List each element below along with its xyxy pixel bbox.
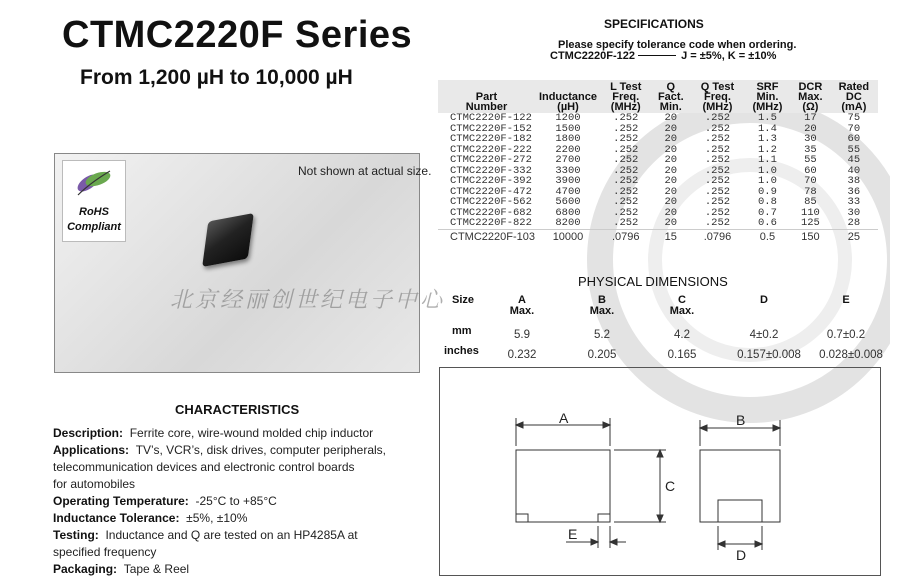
cell-rated-dc: 60 — [847, 133, 861, 145]
dim-b-arrow-right — [773, 425, 780, 431]
dim-e-mm: 0.7±0.2 — [826, 329, 866, 341]
col-srf: SRF Min. (MHz) — [744, 80, 791, 113]
spec-row — [438, 218, 878, 229]
cell-inductance: 6800 — [555, 206, 581, 219]
cell-rated-dc: 40 — [847, 164, 861, 177]
cell-q-test-freq: .0796 — [691, 229, 744, 242]
applications-value-2: telecommunication devices and electronic control boards — [53, 460, 355, 474]
size-label: Size — [452, 294, 475, 306]
dim-c-mm: 4.2 — [674, 329, 690, 341]
cell-part-number: CTMC2220F-152 — [450, 122, 532, 135]
dim-c-label: C — [665, 478, 676, 494]
description-value: Ferrite core, wire-wound molded chip inductor — [129, 426, 374, 440]
cell-rated-dc: 45 — [847, 154, 861, 166]
cell-srf: 1.4 — [758, 122, 777, 135]
cell-l-test-freq: .252 — [613, 164, 639, 177]
dim-d-arrow-right — [755, 541, 762, 547]
spec-row — [438, 155, 878, 166]
page-subtitle: From 1,200 µH to 10,000 µH — [80, 66, 353, 89]
cell-dcr: 60 — [804, 164, 817, 177]
dim-e-label: E — [568, 526, 578, 542]
specifications-table — [438, 80, 878, 242]
cell-dcr: 110 — [800, 206, 820, 219]
cell-dcr: 17 — [804, 112, 817, 124]
cell-l-test-freq: .252 — [613, 217, 639, 229]
col-part-number: Part Number — [438, 80, 535, 113]
cell-srf: 0.6 — [758, 217, 777, 229]
dimension-drawing — [439, 367, 881, 576]
cell-rated-dc: 33 — [847, 196, 861, 208]
cell-q-factor: 20 — [664, 154, 678, 166]
applications-value: TV’s, VCR’s, disk drives, computer peripherals, — [135, 443, 386, 457]
cell-rated-dc: 55 — [847, 143, 861, 156]
physical-dimensions-heading: PHYSICAL DIMENSIONS — [578, 274, 728, 289]
cell-dcr: 35 — [804, 143, 817, 156]
cell-part-number: CTMC2220F-682 — [450, 206, 532, 219]
cell-q-factor: 20 — [664, 175, 678, 187]
cell-srf: 1.5 — [758, 112, 777, 124]
col-q-test-freq: Q Test Freq. (MHz) — [691, 80, 744, 113]
cell-q-factor: 20 — [664, 185, 678, 198]
cell-rated-dc: 70 — [847, 122, 861, 135]
cell-dcr: 78 — [804, 185, 817, 198]
packaging-value: Tape & Reel — [123, 562, 190, 576]
cell-q-factor: 20 — [664, 196, 678, 208]
cell-l-test-freq: .252 — [613, 185, 639, 198]
dim-a-header: A Max. — [509, 294, 535, 317]
dim-b-arrow-left — [700, 425, 707, 431]
testing-value-2: specified frequency — [53, 545, 157, 559]
characteristics-heading: CHARACTERISTICS — [175, 402, 300, 417]
cell-part-number: CTMC2220F-392 — [450, 175, 532, 187]
cell-q-factor: 20 — [664, 133, 678, 145]
cell-part-number: CTMC2220F-103 — [438, 229, 535, 242]
cell-l-test-freq: .252 — [613, 133, 639, 145]
cell-dcr: 125 — [800, 217, 820, 229]
cell-part-number: CTMC2220F-182 — [450, 133, 532, 145]
cell-inductance: 1200 — [555, 112, 581, 124]
col-l-test-freq: L Test Freq. (MHz) — [601, 80, 651, 113]
cell-q-factor: 20 — [664, 143, 678, 156]
cell-q-test-freq: .252 — [704, 143, 731, 156]
temperature-value: -25°C to +85°C — [195, 494, 277, 508]
cell-dcr: 20 — [804, 122, 817, 135]
applications-label: Applications: — [53, 443, 130, 457]
cell-l-test-freq: .252 — [613, 196, 639, 208]
cell-rated-dc: 75 — [847, 112, 861, 124]
cell-part-number: CTMC2220F-822 — [450, 217, 532, 229]
end-view-terminal — [718, 500, 762, 522]
cell-inductance: 1800 — [555, 133, 581, 145]
col-dcr: DCR Max. (Ω) — [791, 80, 830, 113]
spec-row — [438, 197, 878, 208]
cell-l-test-freq: .252 — [613, 143, 639, 156]
cell-inductance: 3900 — [555, 175, 581, 187]
cell-q-test-freq: .252 — [704, 185, 731, 198]
tolerance-note: Please specify tolerance code when ordering. — [558, 39, 797, 51]
description-label: Description: — [53, 426, 124, 440]
dim-a-label: A — [559, 410, 569, 426]
dim-b-mm: 5.2 — [594, 329, 610, 341]
dimension-drawing-svg — [440, 368, 880, 575]
spec-row — [438, 113, 878, 124]
cell-srf: 1.1 — [758, 154, 777, 166]
cell-rated-dc: 28 — [847, 217, 861, 229]
cell-q-test-freq: .252 — [704, 175, 731, 187]
cell-srf: 1.0 — [758, 164, 777, 177]
spec-row — [438, 176, 878, 187]
cell-l-test-freq: .252 — [613, 154, 639, 166]
testing-value: Inductance and Q are tested on an HP4285A at — [105, 528, 358, 542]
col-q-factor: Q Fact. Min. — [651, 80, 692, 113]
side-view-terminal-right — [598, 514, 610, 522]
cell-dcr: 30 — [804, 133, 817, 145]
tolerance-value: ±5%, ±10% — [186, 511, 248, 525]
cell-l-test-freq: .252 — [613, 122, 639, 135]
cell-srf: 0.5 — [744, 229, 791, 242]
cell-part-number: CTMC2220F-272 — [450, 154, 532, 166]
dim-e-inches: 0.028±0.008 — [819, 349, 883, 361]
applications-value-3: for automobiles — [53, 477, 136, 491]
cell-q-factor: 20 — [664, 206, 678, 219]
side-view-body — [516, 450, 610, 522]
cell-rated-dc: 25 — [830, 229, 878, 242]
cell-srf: 0.8 — [758, 196, 777, 208]
spec-row — [438, 229, 878, 242]
dim-c-arrow-bottom — [657, 515, 663, 522]
cell-srf: 1.2 — [758, 143, 777, 156]
specifications-heading: SPECIFICATIONS — [604, 17, 704, 31]
cell-inductance: 4700 — [555, 185, 581, 198]
cell-q-test-freq: .252 — [704, 133, 731, 145]
dim-c-inches: 0.165 — [667, 349, 697, 361]
cell-inductance: 2700 — [555, 154, 581, 166]
dim-d-mm: 4±0.2 — [749, 329, 779, 341]
cell-dcr: 70 — [804, 175, 817, 187]
cell-srf: 0.7 — [758, 206, 777, 219]
dim-d-inches: 0.157±0.008 — [737, 349, 801, 361]
cell-q-test-freq: .252 — [704, 122, 731, 135]
cell-l-test-freq: .252 — [613, 112, 639, 124]
cell-l-test-freq: .0796 — [601, 229, 651, 242]
page-title: CTMC2220F Series — [62, 14, 413, 56]
cell-part-number: CTMC2220F-222 — [450, 143, 532, 156]
photo-note: Not shown at actual size. — [298, 164, 432, 178]
dim-a-arrow-left — [516, 422, 523, 428]
leaf-icon — [72, 161, 116, 201]
dim-b-header: B Max. — [589, 294, 615, 317]
cell-l-test-freq: .252 — [613, 175, 639, 187]
cell-q-test-freq: .252 — [704, 196, 731, 208]
cell-q-test-freq: .252 — [704, 217, 731, 229]
cell-l-test-freq: .252 — [613, 206, 639, 219]
unit-inches: inches — [444, 345, 479, 357]
dim-b-label: B — [736, 412, 746, 428]
col-inductance: Inductance (µH) — [535, 80, 601, 113]
tolerance-code-values: J = ±5%, K = ±10% — [681, 50, 777, 62]
cell-q-factor: 20 — [664, 217, 678, 229]
spec-row — [438, 134, 878, 145]
characteristics-text — [53, 425, 433, 578]
dim-c-header: C Max. — [669, 294, 695, 317]
dim-b-inches: 0.205 — [587, 349, 617, 361]
dim-e-header: E — [842, 294, 850, 306]
tolerance-part: CTMC2220F-122 — [550, 50, 635, 62]
col-rated-dc: Rated DC (mA) — [830, 80, 878, 113]
tolerance-label: Inductance Tolerance: — [53, 511, 180, 525]
cell-q-test-freq: .252 — [704, 164, 731, 177]
cell-q-test-freq: .252 — [704, 154, 731, 166]
cell-q-factor: 20 — [664, 112, 678, 124]
unit-mm: mm — [452, 325, 472, 337]
end-view-body — [700, 450, 780, 522]
cell-q-factor: 15 — [651, 229, 692, 242]
rohs-line2: Compliant — [67, 221, 121, 233]
cell-part-number: CTMC2220F-562 — [450, 196, 532, 208]
watermark-text: 北京经丽创世纪电子中心 — [170, 288, 446, 313]
cell-q-factor: 20 — [664, 122, 678, 135]
cell-inductance: 2200 — [555, 143, 581, 156]
cell-part-number: CTMC2220F-122 — [450, 112, 532, 124]
cell-inductance: 3300 — [555, 164, 581, 177]
cell-rated-dc: 36 — [847, 185, 861, 198]
packaging-label: Packaging: — [53, 562, 118, 576]
cell-rated-dc: 38 — [847, 175, 861, 187]
dim-e-arrow-left — [591, 539, 598, 545]
dim-a-mm: 5.9 — [514, 329, 530, 341]
cell-inductance: 8200 — [555, 217, 581, 229]
cell-dcr: 55 — [804, 154, 817, 166]
tolerance-underline — [638, 55, 676, 56]
cell-q-test-freq: .252 — [704, 112, 731, 124]
rohs-line1: RoHS — [79, 206, 109, 218]
cell-q-test-freq: .252 — [704, 206, 731, 219]
dim-a-inches: 0.232 — [507, 349, 537, 361]
testing-label: Testing: — [53, 528, 99, 542]
cell-q-factor: 20 — [664, 164, 678, 177]
cell-srf: 1.3 — [758, 133, 777, 145]
cell-inductance: 1500 — [555, 122, 581, 135]
cell-srf: 1.0 — [758, 175, 777, 187]
cell-dcr: 85 — [804, 196, 817, 208]
cell-srf: 0.9 — [758, 185, 777, 198]
dim-a-arrow-right — [603, 422, 610, 428]
temperature-label: Operating Temperature: — [53, 494, 189, 508]
tolerance-codes — [550, 50, 776, 62]
cell-inductance: 10000 — [535, 229, 601, 242]
dim-d-label: D — [736, 547, 747, 563]
dim-d-header: D — [760, 294, 768, 306]
side-view-terminal-left — [516, 514, 528, 522]
rohs-badge — [62, 160, 126, 242]
dim-e-arrow-right — [610, 539, 617, 545]
cell-rated-dc: 30 — [847, 206, 861, 219]
cell-part-number: CTMC2220F-472 — [450, 185, 532, 198]
dim-d-arrow-left — [718, 541, 725, 547]
cell-inductance: 5600 — [555, 196, 581, 208]
cell-dcr: 150 — [791, 229, 830, 242]
cell-part-number: CTMC2220F-332 — [450, 164, 532, 177]
dim-c-arrow-top — [657, 450, 663, 457]
